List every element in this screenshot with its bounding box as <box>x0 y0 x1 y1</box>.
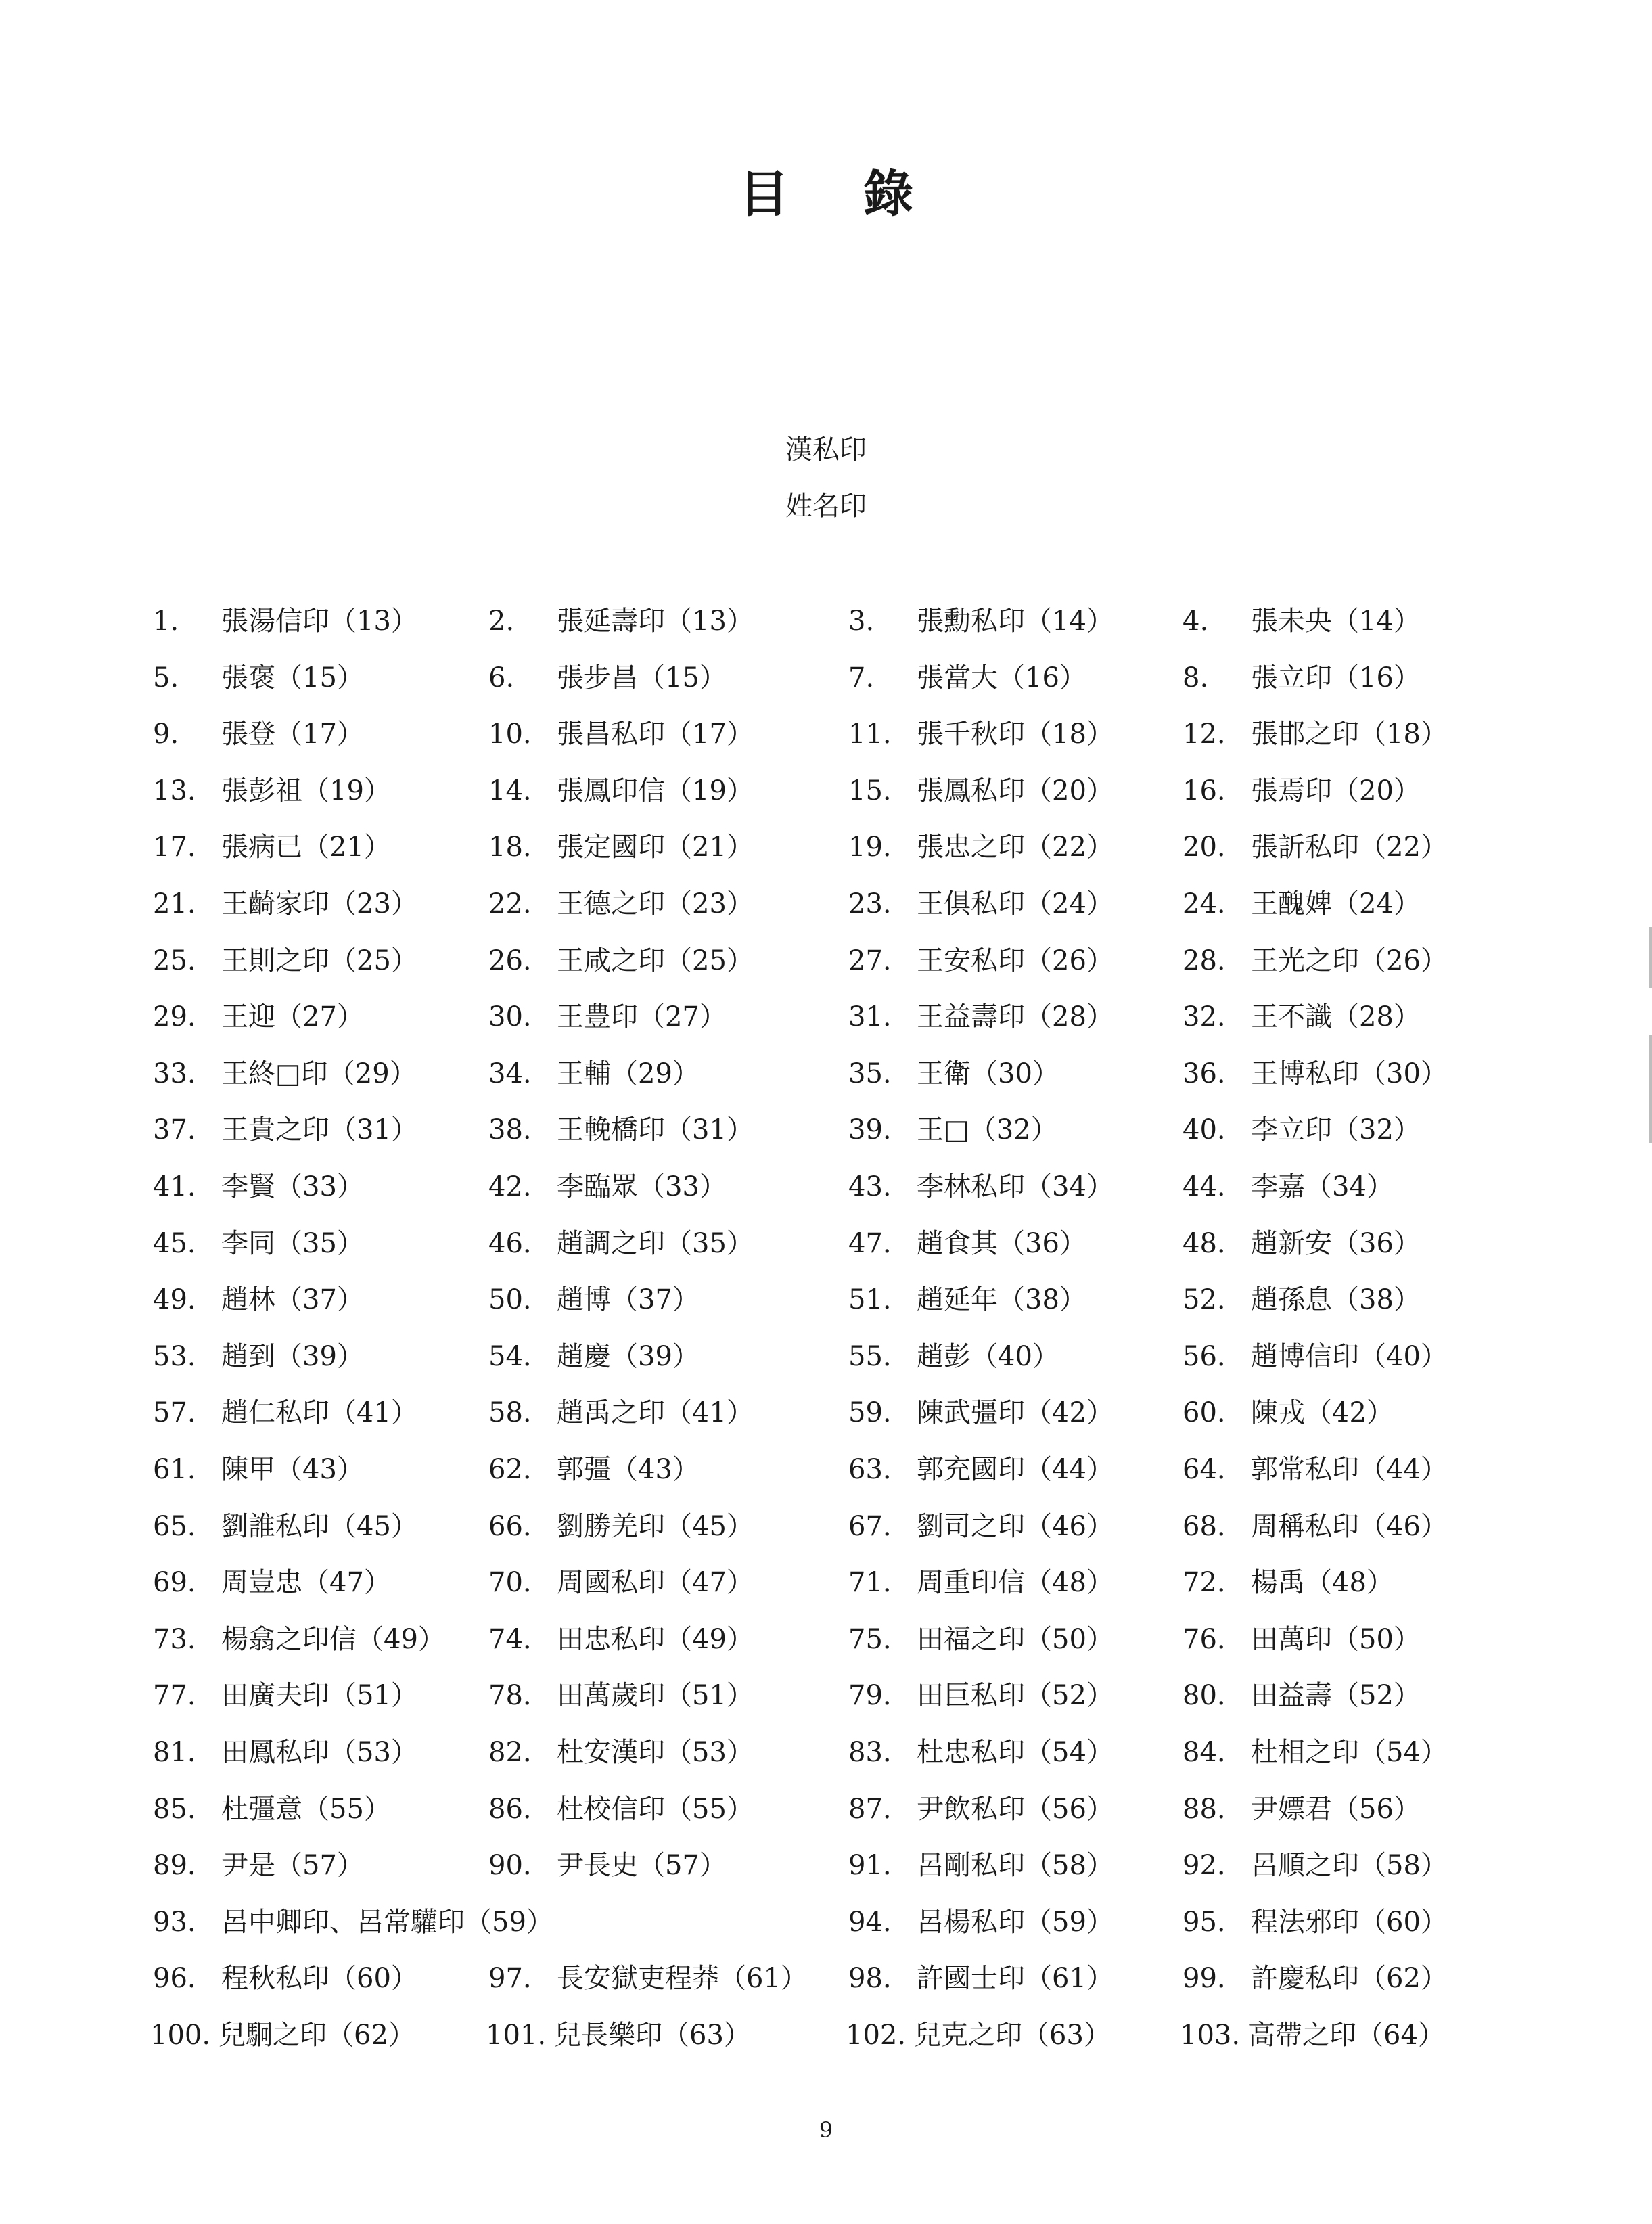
entry-title: 張忠之印（22） <box>917 832 1114 863</box>
entry-title: 張立印（16） <box>1251 662 1421 694</box>
entry-number: 39. <box>848 1114 892 1146</box>
entry-title: 兒克之印（63） <box>914 2020 1111 2051</box>
entry-number: 64. <box>1183 1454 1226 1485</box>
entry-number: 47. <box>848 1227 892 1259</box>
entry-number: 70. <box>488 1567 532 1599</box>
entry-number: 97. <box>488 1963 532 1995</box>
entry-number: 15. <box>848 775 892 807</box>
entry-title: 張勳私印（14） <box>917 606 1114 637</box>
scan-edge-mark <box>1649 1035 1652 1143</box>
toc-row <box>0 819 1652 876</box>
entry-title: 王輔（29） <box>557 1058 699 1089</box>
entry-title: 趙仁私印（41） <box>221 1397 418 1429</box>
entry-number: 14. <box>488 775 532 807</box>
entry-number: 78. <box>488 1680 532 1712</box>
entry-number: 4. <box>1183 606 1209 637</box>
entry-title: 劉司之印（46） <box>917 1510 1114 1542</box>
entry-number: 57. <box>153 1397 196 1429</box>
toc-row <box>0 876 1652 932</box>
entry-number: 62. <box>488 1454 532 1485</box>
entry-number: 30. <box>488 1001 532 1033</box>
entry-number: 27. <box>848 945 892 976</box>
scan-edge-mark <box>1649 927 1652 988</box>
entry-title: 王醜婢（24） <box>1251 888 1421 920</box>
entry-title: 郭常私印（44） <box>1251 1454 1448 1485</box>
entry-title: 呂順之印（58） <box>1251 1850 1448 1882</box>
entry-number: 55. <box>848 1340 892 1372</box>
toc-row <box>0 706 1652 763</box>
entry-title: 李同（35） <box>221 1227 364 1259</box>
entry-number: 82. <box>488 1737 532 1768</box>
entry-title: 田益壽（52） <box>1251 1680 1421 1712</box>
entry-title: 尹飲私印（56） <box>917 1793 1114 1825</box>
entry-number: 65. <box>153 1510 196 1542</box>
entry-title: 杜忠私印（54） <box>917 1737 1114 1768</box>
toc-row <box>0 1498 1652 1555</box>
entry-number: 32. <box>1183 1001 1226 1033</box>
entry-title: 劉勝羌印（45） <box>557 1510 754 1542</box>
entry-number: 63. <box>848 1454 892 1485</box>
entry-number: 31. <box>848 1001 892 1033</box>
entry-number: 91. <box>848 1850 892 1882</box>
entry-number: 90. <box>488 1850 532 1882</box>
entry-title: 趙孫息（38） <box>1251 1284 1421 1316</box>
entry-number: 46. <box>488 1227 532 1259</box>
entry-title: 李賢（33） <box>221 1171 364 1202</box>
entry-title: 王咸之印（25） <box>557 945 754 976</box>
entry-title: 程秋私印（60） <box>221 1963 418 1995</box>
entry-title: 呂中卿印、呂常驩印（59） <box>221 1906 553 1938</box>
entry-number: 60. <box>1183 1397 1226 1429</box>
entry-title: 張千秋印（18） <box>917 719 1114 750</box>
entry-title: 陳戎（42） <box>1251 1397 1394 1429</box>
entry-title: 張邯之印（18） <box>1251 719 1448 750</box>
entry-title: 李林私印（34） <box>917 1171 1114 1202</box>
entry-title: 張病已（21） <box>221 832 391 863</box>
entry-number: 40. <box>1183 1114 1226 1146</box>
entry-title: 長安獄吏程莽（61） <box>557 1963 808 1995</box>
entry-number: 3. <box>848 606 875 637</box>
entry-number: 73. <box>153 1623 196 1655</box>
entry-title: 王迎（27） <box>221 1001 364 1033</box>
entry-number: 88. <box>1183 1793 1226 1825</box>
entry-number: 61. <box>153 1454 196 1485</box>
entry-title: 陳武彊印（42） <box>917 1397 1114 1429</box>
entry-number: 42. <box>488 1171 532 1202</box>
entry-number: 98. <box>848 1963 892 1995</box>
entry-number: 95. <box>1183 1906 1226 1938</box>
entry-number: 58. <box>488 1397 532 1429</box>
entry-title: 王齮家印（23） <box>221 888 418 920</box>
entry-number: 77. <box>153 1680 196 1712</box>
entry-title: 田鳳私印（53） <box>221 1737 418 1768</box>
entry-number: 1. <box>153 606 179 637</box>
entry-number: 86. <box>488 1793 532 1825</box>
entry-title: 王安私印（26） <box>917 945 1114 976</box>
entry-number: 75. <box>848 1623 892 1655</box>
entry-title: 尹嫖君（56） <box>1251 1793 1421 1825</box>
toc-row <box>0 1158 1652 1215</box>
entry-number: 56. <box>1183 1340 1226 1372</box>
entry-title: 趙禹之印（41） <box>557 1397 754 1429</box>
entry-title: 尹長史（57） <box>557 1850 727 1882</box>
entry-title: 張未央（14） <box>1251 606 1421 637</box>
entry-number: 101. <box>486 2020 547 2051</box>
toc-row <box>0 932 1652 989</box>
entry-number: 35. <box>848 1058 892 1089</box>
entry-title: 王博私印（30） <box>1251 1058 1448 1089</box>
entry-title: 張褒（15） <box>221 662 364 694</box>
entry-title: 趙延年（38） <box>917 1284 1086 1316</box>
entry-number: 34. <box>488 1058 532 1089</box>
entry-title: 趙博（37） <box>557 1284 699 1316</box>
entry-number: 59. <box>848 1397 892 1429</box>
entry-number: 9. <box>153 719 179 750</box>
entry-number: 99. <box>1183 1963 1226 1995</box>
entry-number: 49. <box>153 1284 196 1316</box>
entry-number: 53. <box>153 1340 196 1372</box>
entry-number: 18. <box>488 832 532 863</box>
toc-row <box>0 1215 1652 1272</box>
entry-title: 張鳳私印（20） <box>917 775 1114 807</box>
entry-title: 郭充國印（44） <box>917 1454 1114 1485</box>
entry-number: 44. <box>1183 1171 1226 1202</box>
entry-number: 52. <box>1183 1284 1226 1316</box>
entry-title: 兒駉之印（62） <box>219 2020 415 2051</box>
entry-number: 22. <box>488 888 532 920</box>
entry-title: 周重印信（48） <box>917 1567 1114 1599</box>
entry-title: 趙彭（40） <box>917 1340 1059 1372</box>
entry-title: 杜相之印（54） <box>1251 1737 1448 1768</box>
entry-number: 43. <box>848 1171 892 1202</box>
entry-title: 趙到（39） <box>221 1340 364 1372</box>
entry-number: 37. <box>153 1114 196 1146</box>
entry-number: 16. <box>1183 775 1226 807</box>
entry-title: 田忠私印（49） <box>557 1623 754 1655</box>
entry-number: 89. <box>153 1850 196 1882</box>
entry-number: 100. <box>150 2020 211 2051</box>
entry-title: 田巨私印（52） <box>917 1680 1114 1712</box>
toc-row <box>0 1950 1652 2007</box>
entry-title: 張登（17） <box>221 719 364 750</box>
entry-number: 12. <box>1183 719 1226 750</box>
toc-row <box>0 1384 1652 1441</box>
entry-title: 呂剛私印（58） <box>917 1850 1114 1882</box>
entry-title: 張湯信印（13） <box>221 606 418 637</box>
entry-title: 王衛（30） <box>917 1058 1059 1089</box>
toc-row <box>0 1102 1652 1158</box>
toc-row <box>0 1045 1652 1102</box>
toc-row <box>0 989 1652 1045</box>
entry-title: 王俱私印（24） <box>917 888 1114 920</box>
entry-number: 8. <box>1183 662 1209 694</box>
entry-number: 94. <box>848 1906 892 1938</box>
entry-title: 張當大（16） <box>917 662 1086 694</box>
entry-number: 2. <box>488 606 515 637</box>
entry-title: 杜安漢印（53） <box>557 1737 754 1768</box>
entry-number: 50. <box>488 1284 532 1316</box>
entry-title: 楊禹（48） <box>1251 1567 1394 1599</box>
entry-title: 杜校信印（55） <box>557 1793 754 1825</box>
entry-title: 王貴之印（31） <box>221 1114 418 1146</box>
entry-number: 33. <box>153 1058 196 1089</box>
toc-row <box>0 593 1652 650</box>
entry-number: 54. <box>488 1340 532 1372</box>
entry-title: 楊翕之印信（49） <box>221 1623 445 1655</box>
toc-row <box>0 2007 1652 2064</box>
entry-number: 11. <box>848 719 892 750</box>
entry-number: 28. <box>1183 945 1226 976</box>
entry-title: 田萬歲印（51） <box>557 1680 754 1712</box>
entry-number: 80. <box>1183 1680 1226 1712</box>
entry-title: 王輓橋印（31） <box>557 1114 754 1146</box>
entry-title: 呂楊私印（59） <box>917 1906 1114 1938</box>
title-char-2: 錄 <box>863 165 913 223</box>
title-char-1: 目 <box>739 165 789 223</box>
entry-number: 41. <box>153 1171 196 1202</box>
toc-row <box>0 1667 1652 1724</box>
entry-title: 高帶之印（64） <box>1248 2020 1445 2051</box>
entry-title: 李立印（32） <box>1251 1114 1421 1146</box>
page-number: 9 <box>819 2117 833 2143</box>
entry-number: 68. <box>1183 1510 1226 1542</box>
toc-row <box>0 650 1652 706</box>
entry-number: 72. <box>1183 1567 1226 1599</box>
entry-number: 36. <box>1183 1058 1226 1089</box>
entry-title: 王德之印（23） <box>557 888 754 920</box>
entry-title: 王豊印（27） <box>557 1001 727 1033</box>
entry-title: 張定國印（21） <box>557 832 754 863</box>
toc-row <box>0 1328 1652 1385</box>
entry-number: 69. <box>153 1567 196 1599</box>
entry-title: 張彭祖（19） <box>221 775 391 807</box>
entry-title: 趙博信印（40） <box>1251 1340 1448 1372</box>
entry-title: 周豈忠（47） <box>221 1567 391 1599</box>
entry-number: 83. <box>848 1737 892 1768</box>
entry-title: 程法邪印（60） <box>1251 1906 1448 1938</box>
entry-number: 24. <box>1183 888 1226 920</box>
entry-number: 5. <box>153 662 179 694</box>
section-heading: 漢私印 <box>785 434 867 466</box>
page-title <box>0 165 1652 223</box>
entry-title: 郭彊（43） <box>557 1454 699 1485</box>
entry-number: 79. <box>848 1680 892 1712</box>
entry-number: 67. <box>848 1510 892 1542</box>
entry-title: 趙食其（36） <box>917 1227 1086 1259</box>
entry-title: 李嘉（34） <box>1251 1171 1394 1202</box>
table-of-contents <box>0 593 1652 2061</box>
entry-title: 王光之印（26） <box>1251 945 1448 976</box>
entry-title: 王□（32） <box>917 1114 1058 1146</box>
entry-title: 王則之印（25） <box>221 945 418 976</box>
toc-row <box>0 1724 1652 1781</box>
entry-title: 許國士印（61） <box>917 1963 1114 1995</box>
entry-title: 尹是（57） <box>221 1850 364 1882</box>
entry-title: 周國私印（47） <box>557 1567 754 1599</box>
entry-title: 張昌私印（17） <box>557 719 754 750</box>
entry-title: 兒長樂印（63） <box>554 2020 751 2051</box>
entry-title: 王不識（28） <box>1251 1001 1421 1033</box>
entry-number: 10. <box>488 719 532 750</box>
entry-number: 45. <box>153 1227 196 1259</box>
toc-row <box>0 1894 1652 1951</box>
entry-title: 田廣夫印（51） <box>221 1680 418 1712</box>
entry-title: 李臨眾（33） <box>557 1171 727 1202</box>
entry-title: 田福之印（50） <box>917 1623 1114 1655</box>
entry-number: 23. <box>848 888 892 920</box>
entry-number: 26. <box>488 945 532 976</box>
entry-title: 張延壽印（13） <box>557 606 754 637</box>
entry-number: 13. <box>153 775 196 807</box>
entry-number: 51. <box>848 1284 892 1316</box>
entry-number: 17. <box>153 832 196 863</box>
entry-number: 66. <box>488 1510 532 1542</box>
entry-title: 張鳳印信（19） <box>557 775 754 807</box>
entry-number: 29. <box>153 1001 196 1033</box>
entry-title: 王益壽印（28） <box>917 1001 1114 1033</box>
entry-title: 田萬印（50） <box>1251 1623 1421 1655</box>
entry-title: 趙新安（36） <box>1251 1227 1421 1259</box>
entry-number: 84. <box>1183 1737 1226 1768</box>
entry-number: 103. <box>1180 2020 1241 2051</box>
entry-number: 21. <box>153 888 196 920</box>
entry-title: 王終□印（29） <box>221 1058 417 1089</box>
toc-row <box>0 1554 1652 1611</box>
entry-number: 38. <box>488 1114 532 1146</box>
entry-number: 48. <box>1183 1227 1226 1259</box>
entry-title: 張焉印（20） <box>1251 775 1421 807</box>
entry-number: 20. <box>1183 832 1226 863</box>
entry-title: 陳甲（43） <box>221 1454 364 1485</box>
toc-row <box>0 763 1652 819</box>
entry-title: 趙調之印（35） <box>557 1227 754 1259</box>
entry-number: 102. <box>846 2020 907 2051</box>
toc-row <box>0 1271 1652 1328</box>
entry-number: 6. <box>488 662 515 694</box>
entry-title: 趙慶（39） <box>557 1340 699 1372</box>
entry-number: 81. <box>153 1737 196 1768</box>
entry-number: 25. <box>153 945 196 976</box>
toc-row <box>0 1441 1652 1498</box>
entry-title: 杜彊意（55） <box>221 1793 391 1825</box>
toc-row <box>0 1781 1652 1838</box>
entry-title: 張步昌（15） <box>557 662 727 694</box>
subsection-heading: 姓名印 <box>785 491 867 522</box>
entry-number: 96. <box>153 1963 196 1995</box>
entry-title: 周稱私印（46） <box>1251 1510 1448 1542</box>
entry-number: 19. <box>848 832 892 863</box>
toc-row <box>0 1837 1652 1894</box>
entry-number: 7. <box>848 662 875 694</box>
entry-number: 93. <box>153 1906 196 1938</box>
entry-number: 76. <box>1183 1623 1226 1655</box>
entry-number: 85. <box>153 1793 196 1825</box>
entry-title: 趙林（37） <box>221 1284 364 1316</box>
entry-title: 張訢私印（22） <box>1251 832 1448 863</box>
entry-number: 87. <box>848 1793 892 1825</box>
entry-number: 71. <box>848 1567 892 1599</box>
entry-title: 劉誰私印（45） <box>221 1510 418 1542</box>
entry-title: 許慶私印（62） <box>1251 1963 1448 1995</box>
entry-number: 74. <box>488 1623 532 1655</box>
entry-number: 92. <box>1183 1850 1226 1882</box>
toc-row <box>0 1611 1652 1668</box>
